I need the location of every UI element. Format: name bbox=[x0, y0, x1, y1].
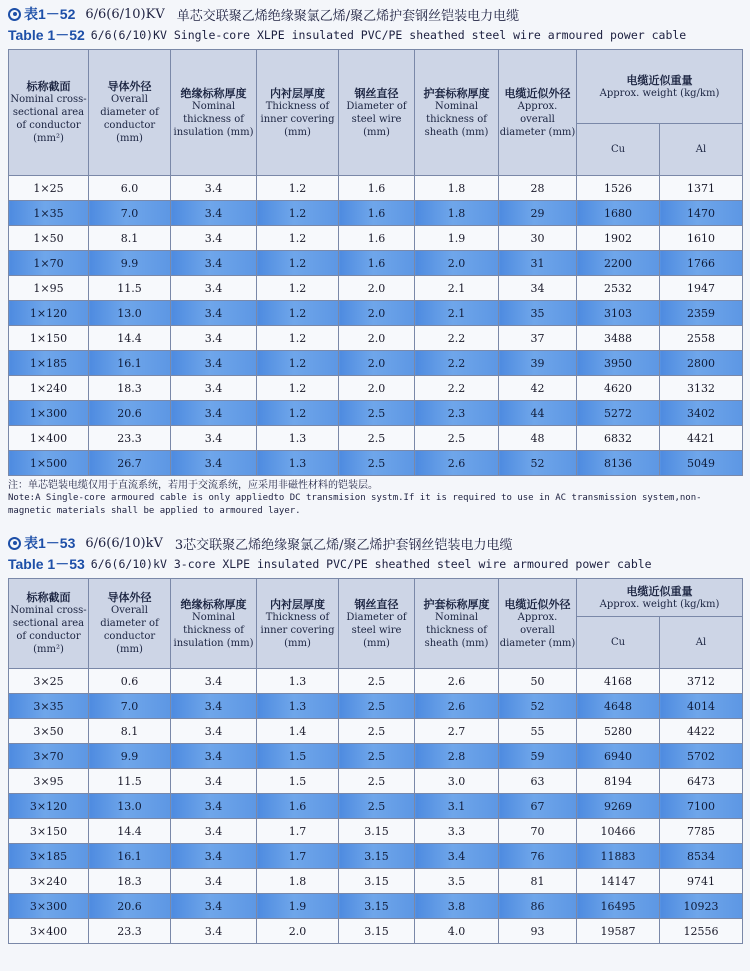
table-cell: 1.8 bbox=[415, 176, 499, 201]
table-cell: 2.1 bbox=[415, 301, 499, 326]
table-cell: 3×25 bbox=[9, 669, 89, 694]
table-cell: 3.15 bbox=[339, 819, 415, 844]
table-cell: 55 bbox=[499, 719, 577, 744]
table-number: 表1－52 bbox=[24, 6, 76, 22]
table-cell: 3.4 bbox=[171, 326, 257, 351]
table-cell: 1×95 bbox=[9, 276, 89, 301]
table-1-52-section bbox=[8, 4, 742, 518]
table-cell: 5702 bbox=[660, 744, 743, 769]
header-insulation-thickness: 绝缘标称厚度 Nominal thickness of insulation (mm) bbox=[171, 579, 257, 669]
table-row bbox=[9, 869, 743, 894]
table-cell: 9269 bbox=[577, 794, 660, 819]
table-cell: 4620 bbox=[577, 376, 660, 401]
header-sheath-thickness: 护套标称厚度 Nominal thickness of sheath (mm) bbox=[415, 579, 499, 669]
table-cell: 8.1 bbox=[89, 719, 171, 744]
table-cell: 7.0 bbox=[89, 201, 171, 226]
table-cell: 10923 bbox=[660, 894, 743, 919]
table-cell: 2800 bbox=[660, 351, 743, 376]
header-cu: Cu bbox=[577, 617, 660, 669]
table-cell: 7785 bbox=[660, 819, 743, 844]
title-chinese: 3芯交联聚乙烯绝缘聚氯乙烯/聚乙烯护套钢丝铠装电力电缆 bbox=[174, 537, 513, 553]
header-inner-covering: 内衬层厚度 Thickness of inner covering (mm) bbox=[257, 579, 339, 669]
table-row bbox=[9, 744, 743, 769]
table-cell: 3132 bbox=[660, 376, 743, 401]
table-cell: 3.0 bbox=[415, 769, 499, 794]
table-cell: 1.4 bbox=[257, 719, 339, 744]
table-cell: 86 bbox=[499, 894, 577, 919]
table-cell: 1×185 bbox=[9, 351, 89, 376]
table-cell: 1×70 bbox=[9, 251, 89, 276]
table-cell: 1.6 bbox=[257, 794, 339, 819]
table-number: 表1－53 bbox=[24, 535, 76, 551]
table-cell: 42 bbox=[499, 376, 577, 401]
table-cell: 67 bbox=[499, 794, 577, 819]
table-cell: 2.5 bbox=[339, 694, 415, 719]
table-cell: 11.5 bbox=[89, 769, 171, 794]
table-cell: 3.4 bbox=[171, 176, 257, 201]
table-cell: 13.0 bbox=[89, 794, 171, 819]
table-number-en: Table 1－52 bbox=[8, 27, 85, 43]
table-cell: 2.1 bbox=[415, 276, 499, 301]
table-cell: 18.3 bbox=[89, 376, 171, 401]
table-row bbox=[9, 276, 743, 301]
table-cell: 3×50 bbox=[9, 719, 89, 744]
table-cell: 7.0 bbox=[89, 694, 171, 719]
table-cell: 0.6 bbox=[89, 669, 171, 694]
table-cell: 18.3 bbox=[89, 869, 171, 894]
table-cell: 3.4 bbox=[171, 226, 257, 251]
table-row bbox=[9, 326, 743, 351]
table-cell: 2.6 bbox=[415, 451, 499, 476]
table-row bbox=[9, 769, 743, 794]
table-row bbox=[9, 201, 743, 226]
table-cell: 8194 bbox=[577, 769, 660, 794]
table-cell: 2.0 bbox=[339, 351, 415, 376]
table-cell: 1902 bbox=[577, 226, 660, 251]
table-cell: 2.5 bbox=[339, 401, 415, 426]
table-cell: 1.2 bbox=[257, 176, 339, 201]
table-cell: 2.8 bbox=[415, 744, 499, 769]
table-cell: 1.6 bbox=[339, 226, 415, 251]
table-cell: 44 bbox=[499, 401, 577, 426]
table-cell: 3.1 bbox=[415, 794, 499, 819]
table-cell: 1371 bbox=[660, 176, 743, 201]
table-cell: 10466 bbox=[577, 819, 660, 844]
table-cell: 1×120 bbox=[9, 301, 89, 326]
table-cell: 11.5 bbox=[89, 276, 171, 301]
table-cell: 3.5 bbox=[415, 869, 499, 894]
table-cell: 2532 bbox=[577, 276, 660, 301]
table-cell: 81 bbox=[499, 869, 577, 894]
table-cell: 1.5 bbox=[257, 769, 339, 794]
table-cell: 7100 bbox=[660, 794, 743, 819]
table-cell: 8136 bbox=[577, 451, 660, 476]
table-cell: 2.2 bbox=[415, 376, 499, 401]
table-cell: 3×300 bbox=[9, 894, 89, 919]
table-cell: 16.1 bbox=[89, 351, 171, 376]
table-cell: 8.1 bbox=[89, 226, 171, 251]
table-cell: 52 bbox=[499, 451, 577, 476]
table-cell: 3×400 bbox=[9, 919, 89, 944]
table-row bbox=[9, 694, 743, 719]
voltage-label: 6/6(6/10)kV bbox=[85, 535, 163, 551]
table-cell: 14.4 bbox=[89, 819, 171, 844]
header-steel-wire: 钢丝直径 Diameter of steel wire (mm) bbox=[339, 579, 415, 669]
table-cell: 1.7 bbox=[257, 819, 339, 844]
table-cell: 1×400 bbox=[9, 426, 89, 451]
table-row bbox=[9, 301, 743, 326]
table-cell: 59 bbox=[499, 744, 577, 769]
table-cell: 3950 bbox=[577, 351, 660, 376]
table-cell: 1.2 bbox=[257, 326, 339, 351]
table-cell: 1610 bbox=[660, 226, 743, 251]
table-cell: 3.3 bbox=[415, 819, 499, 844]
table-cell: 3.4 bbox=[171, 819, 257, 844]
target-icon bbox=[8, 537, 21, 550]
table-cell: 1766 bbox=[660, 251, 743, 276]
table-row bbox=[9, 351, 743, 376]
table-cell: 3.4 bbox=[171, 694, 257, 719]
table-cell: 2.7 bbox=[415, 719, 499, 744]
target-icon bbox=[8, 8, 21, 21]
table-cell: 2.2 bbox=[415, 351, 499, 376]
header-weight: 电缆近似重量 Approx. weight (kg/km) bbox=[577, 50, 743, 124]
table-cell: 5272 bbox=[577, 401, 660, 426]
table-cell: 13.0 bbox=[89, 301, 171, 326]
table-1-52-note bbox=[8, 479, 742, 518]
table-1-53-section bbox=[8, 533, 742, 944]
table-cell: 16.1 bbox=[89, 844, 171, 869]
table-cell: 3.4 bbox=[171, 401, 257, 426]
table-cell: 3.4 bbox=[171, 276, 257, 301]
table-cell: 28 bbox=[499, 176, 577, 201]
table-cell: 1.3 bbox=[257, 694, 339, 719]
table-cell: 3.4 bbox=[171, 869, 257, 894]
table-1-52-subtitle bbox=[8, 25, 742, 45]
note-english: Note:A Single-core armoured cable is only appliedto DC transmision systm.If it is required to use in AC transmission system,non-magnetic materials shall be applied to armoured layer. bbox=[8, 493, 702, 516]
table-cell: 2.5 bbox=[339, 669, 415, 694]
header-sheath-thickness: 护套标称厚度 Nominal thickness of sheath (mm) bbox=[415, 50, 499, 176]
table-cell: 1.3 bbox=[257, 426, 339, 451]
table-cell: 34 bbox=[499, 276, 577, 301]
table-cell: 1.7 bbox=[257, 844, 339, 869]
table-cell: 2.0 bbox=[339, 326, 415, 351]
table-cell: 2558 bbox=[660, 326, 743, 351]
table-cell: 1470 bbox=[660, 201, 743, 226]
table-row bbox=[9, 176, 743, 201]
table-cell: 16495 bbox=[577, 894, 660, 919]
header-overall-diameter: 电缆近似外径 Approx. overall diameter (mm) bbox=[499, 579, 577, 669]
table-cell: 2.0 bbox=[339, 376, 415, 401]
spec-table-1-53 bbox=[8, 578, 743, 944]
table-cell: 3.4 bbox=[171, 894, 257, 919]
table-cell: 2.6 bbox=[415, 694, 499, 719]
table-cell: 1.9 bbox=[415, 226, 499, 251]
table-cell: 52 bbox=[499, 694, 577, 719]
title-chinese: 单芯交联聚乙烯绝缘聚氯乙烯/聚乙烯护套钢丝铠装电力电缆 bbox=[176, 8, 520, 24]
table-cell: 4422 bbox=[660, 719, 743, 744]
table-row bbox=[9, 919, 743, 944]
table-cell: 2.5 bbox=[339, 719, 415, 744]
table-cell: 4014 bbox=[660, 694, 743, 719]
table-cell: 1.2 bbox=[257, 301, 339, 326]
header-cross-section: 标称截面 Nominal cross-sectional area of conductor (mm²) bbox=[9, 579, 89, 669]
table-cell: 3×95 bbox=[9, 769, 89, 794]
table-cell: 3.4 bbox=[415, 844, 499, 869]
table-row bbox=[9, 401, 743, 426]
table-cell: 1.6 bbox=[339, 176, 415, 201]
table-cell: 2.6 bbox=[415, 669, 499, 694]
table-1-53-subtitle bbox=[8, 554, 742, 574]
table-cell: 3488 bbox=[577, 326, 660, 351]
table-cell: 11883 bbox=[577, 844, 660, 869]
table-cell: 1×150 bbox=[9, 326, 89, 351]
table-cell: 1×300 bbox=[9, 401, 89, 426]
table-cell: 19587 bbox=[577, 919, 660, 944]
table-cell: 50 bbox=[499, 669, 577, 694]
table-cell: 1.2 bbox=[257, 401, 339, 426]
header-weight: 电缆近似重量 Approx. weight (kg/km) bbox=[577, 579, 743, 617]
header-overall-diameter: 电缆近似外径 Approx. overall diameter (mm) bbox=[499, 50, 577, 176]
table-cell: 3.4 bbox=[171, 719, 257, 744]
table-cell: 4421 bbox=[660, 426, 743, 451]
table-cell: 1526 bbox=[577, 176, 660, 201]
table-1-52-title bbox=[8, 4, 742, 24]
table-cell: 4.0 bbox=[415, 919, 499, 944]
table-cell: 2.2 bbox=[415, 326, 499, 351]
table-cell: 3.8 bbox=[415, 894, 499, 919]
table-cell: 3.4 bbox=[171, 451, 257, 476]
header-conductor-diameter: 导体外径 Overall diameter of conductor (mm) bbox=[89, 50, 171, 176]
title-english: 6/6(6/10)kV 3-core XLPE insulated PVC/PE sheathed steel wire armoured power cable bbox=[90, 557, 652, 571]
table-cell: 5280 bbox=[577, 719, 660, 744]
table-cell: 3×240 bbox=[9, 869, 89, 894]
table-cell: 20.6 bbox=[89, 401, 171, 426]
table-cell: 1×240 bbox=[9, 376, 89, 401]
table-cell: 3.15 bbox=[339, 869, 415, 894]
table-cell: 6.0 bbox=[89, 176, 171, 201]
table-cell: 1.2 bbox=[257, 251, 339, 276]
voltage-label: 6/6(6/10)KV bbox=[85, 6, 165, 22]
header-insulation-thickness: 绝缘标称厚度 Nominal thickness of insulation (mm) bbox=[171, 50, 257, 176]
table-cell: 2.0 bbox=[339, 276, 415, 301]
table-cell: 3.15 bbox=[339, 894, 415, 919]
table-cell: 2.3 bbox=[415, 401, 499, 426]
table-cell: 6940 bbox=[577, 744, 660, 769]
table-cell: 3.15 bbox=[339, 919, 415, 944]
table-cell: 1.5 bbox=[257, 744, 339, 769]
table-cell: 70 bbox=[499, 819, 577, 844]
table-row bbox=[9, 426, 743, 451]
table-1-53-title bbox=[8, 533, 742, 553]
header-cu: Cu bbox=[577, 124, 660, 176]
table-cell: 2.0 bbox=[415, 251, 499, 276]
table-cell: 9741 bbox=[660, 869, 743, 894]
table-cell: 6473 bbox=[660, 769, 743, 794]
table-cell: 3.4 bbox=[171, 301, 257, 326]
header-al: Al bbox=[660, 617, 743, 669]
header-steel-wire: 钢丝直径 Diameter of steel wire (mm) bbox=[339, 50, 415, 176]
table-cell: 3×70 bbox=[9, 744, 89, 769]
table-cell: 1.2 bbox=[257, 351, 339, 376]
table-cell: 31 bbox=[499, 251, 577, 276]
table-cell: 20.6 bbox=[89, 894, 171, 919]
table-cell: 2.5 bbox=[339, 451, 415, 476]
table-cell: 39 bbox=[499, 351, 577, 376]
table-cell: 2.0 bbox=[257, 919, 339, 944]
header-inner-covering: 内衬层厚度 Thickness of inner covering (mm) bbox=[257, 50, 339, 176]
table-cell: 93 bbox=[499, 919, 577, 944]
table-cell: 3402 bbox=[660, 401, 743, 426]
table-cell: 9.9 bbox=[89, 744, 171, 769]
table-cell: 3.4 bbox=[171, 201, 257, 226]
table-row bbox=[9, 794, 743, 819]
table-row bbox=[9, 719, 743, 744]
table-cell: 3.4 bbox=[171, 794, 257, 819]
table-cell: 14.4 bbox=[89, 326, 171, 351]
table-cell: 3.4 bbox=[171, 426, 257, 451]
table-cell: 63 bbox=[499, 769, 577, 794]
table-cell: 4648 bbox=[577, 694, 660, 719]
header-cross-section: 标称截面 Nominal cross-sectional area of conductor (mm²) bbox=[9, 50, 89, 176]
table-cell: 1.2 bbox=[257, 376, 339, 401]
table-row bbox=[9, 844, 743, 869]
table-cell: 23.3 bbox=[89, 919, 171, 944]
table-cell: 1.6 bbox=[339, 251, 415, 276]
table-cell: 6832 bbox=[577, 426, 660, 451]
table-cell: 3.4 bbox=[171, 376, 257, 401]
table-cell: 3×120 bbox=[9, 794, 89, 819]
table-cell: 1.6 bbox=[339, 201, 415, 226]
table-cell: 35 bbox=[499, 301, 577, 326]
table-cell: 2.5 bbox=[339, 744, 415, 769]
title-english: 6/6(6/10)KV Single-core XLPE insulated PVC/PE sheathed steel wire armoured power cable bbox=[90, 28, 687, 42]
table-cell: 3.4 bbox=[171, 844, 257, 869]
table-cell: 1.2 bbox=[257, 276, 339, 301]
header-conductor-diameter: 导体外径 Overall diameter of conductor (mm) bbox=[89, 579, 171, 669]
table-cell: 1×25 bbox=[9, 176, 89, 201]
table-cell: 76 bbox=[499, 844, 577, 869]
table-cell: 2200 bbox=[577, 251, 660, 276]
table-row bbox=[9, 226, 743, 251]
table-cell: 2.5 bbox=[339, 426, 415, 451]
table-cell: 30 bbox=[499, 226, 577, 251]
table-cell: 2.5 bbox=[339, 769, 415, 794]
table-cell: 2359 bbox=[660, 301, 743, 326]
table-cell: 2.5 bbox=[339, 794, 415, 819]
table-cell: 9.9 bbox=[89, 251, 171, 276]
table-cell: 1×35 bbox=[9, 201, 89, 226]
table-cell: 1.2 bbox=[257, 226, 339, 251]
table-cell: 48 bbox=[499, 426, 577, 451]
header-al: Al bbox=[660, 124, 743, 176]
table-cell: 3712 bbox=[660, 669, 743, 694]
table-cell: 1.2 bbox=[257, 201, 339, 226]
table-cell: 1.8 bbox=[257, 869, 339, 894]
table-cell: 1.3 bbox=[257, 451, 339, 476]
table-cell: 2.0 bbox=[339, 301, 415, 326]
table-cell: 3.4 bbox=[171, 769, 257, 794]
table-cell: 23.3 bbox=[89, 426, 171, 451]
table-cell: 1×50 bbox=[9, 226, 89, 251]
table-cell: 3.15 bbox=[339, 844, 415, 869]
table-cell: 26.7 bbox=[89, 451, 171, 476]
table-cell: 1.9 bbox=[257, 894, 339, 919]
table-cell: 3.4 bbox=[171, 251, 257, 276]
table-cell: 4168 bbox=[577, 669, 660, 694]
table-cell: 1680 bbox=[577, 201, 660, 226]
table-cell: 1.8 bbox=[415, 201, 499, 226]
table-cell: 3.4 bbox=[171, 744, 257, 769]
table-cell: 12556 bbox=[660, 919, 743, 944]
table-cell: 2.5 bbox=[415, 426, 499, 451]
table-cell: 3.4 bbox=[171, 669, 257, 694]
table-cell: 37 bbox=[499, 326, 577, 351]
spec-table-1-52 bbox=[8, 49, 743, 476]
table-row bbox=[9, 251, 743, 276]
table-cell: 3×35 bbox=[9, 694, 89, 719]
table-row bbox=[9, 451, 743, 476]
table-cell: 3×185 bbox=[9, 844, 89, 869]
table-cell: 3103 bbox=[577, 301, 660, 326]
table-row bbox=[9, 894, 743, 919]
table-cell: 29 bbox=[499, 201, 577, 226]
table-cell: 1.3 bbox=[257, 669, 339, 694]
table-cell: 3.4 bbox=[171, 919, 257, 944]
table-cell: 8534 bbox=[660, 844, 743, 869]
table-number-en: Table 1－53 bbox=[8, 556, 85, 572]
table-row bbox=[9, 376, 743, 401]
table-cell: 1×500 bbox=[9, 451, 89, 476]
table-cell: 5049 bbox=[660, 451, 743, 476]
note-chinese: 注：单芯铠装电缆仅用于直流系统，若用于交流系统，应采用非磁性材料的铠装层。 bbox=[8, 480, 378, 491]
table-cell: 14147 bbox=[577, 869, 660, 894]
table-cell: 1947 bbox=[660, 276, 743, 301]
table-cell: 3×150 bbox=[9, 819, 89, 844]
table-row bbox=[9, 669, 743, 694]
table-row bbox=[9, 819, 743, 844]
table-cell: 3.4 bbox=[171, 351, 257, 376]
